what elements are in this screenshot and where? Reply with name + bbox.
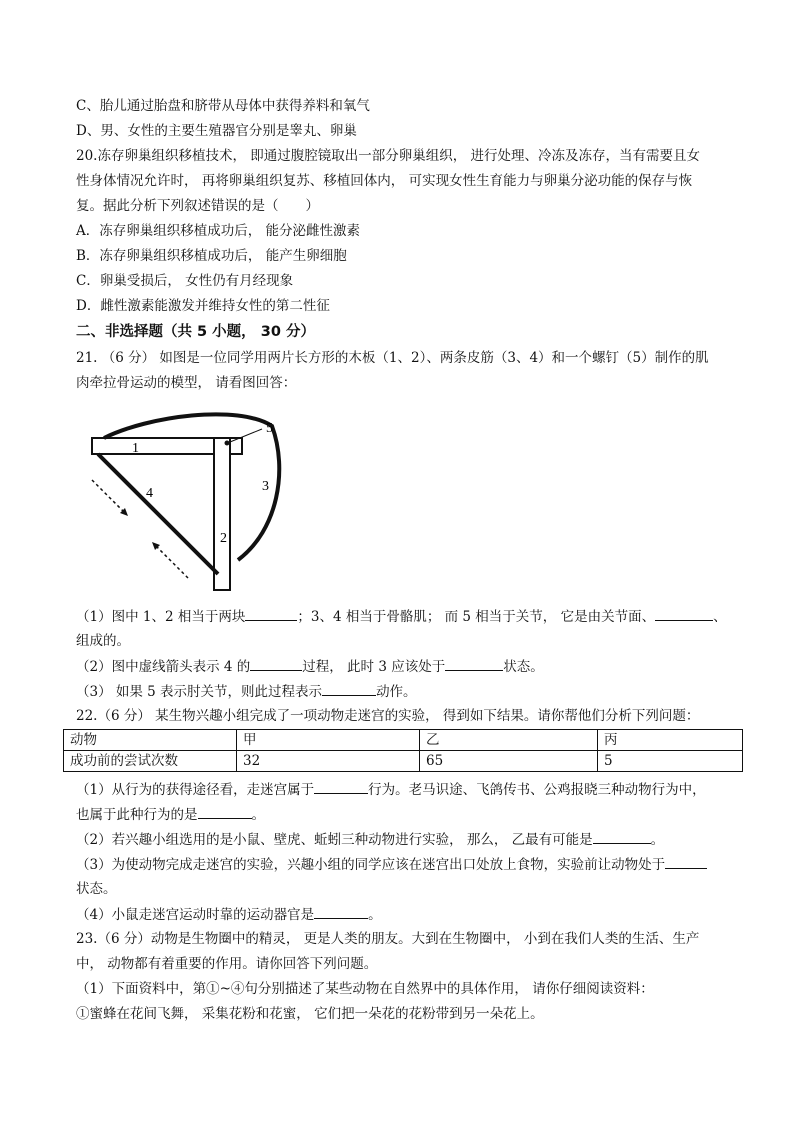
q21-part1-text-a: （1）图中 1、2 相当于两块 [76, 609, 246, 625]
q19-option-c: C、胎儿通过胎盘和脐带从母体中获得养料和氧气 [76, 98, 370, 114]
table-header-cell: 动物 [64, 730, 237, 751]
q23-sentence1: ①蜜蜂在花间飞舞， 采集花粉和花蜜， 它们把一朵花的花粉带到另一朵花上。 [76, 1006, 544, 1022]
table-cell: 5 [598, 751, 743, 772]
q21-part1-line1 [76, 606, 727, 627]
label-5: 5 [266, 421, 273, 436]
label-1: 1 [132, 441, 139, 456]
q20-stem-line1: 20.冻存卵巢组织移植技术， 即通过腹腔镜取出一部分卵巢组织， 进行处理、冷冻及冻存，当有需要且女 [76, 148, 701, 164]
q21-part2 [76, 656, 544, 677]
answer-blank[interactable] [665, 854, 707, 869]
q20-option-c: C．卵巢受损后， 女性仍有月经现象 [76, 273, 294, 289]
q20-stem-line2: 性身体情况允许时， 再将卵巢组织复苏、移植回体内， 可实现女性生育能力与卵巢分泌功能的保存与恢 [76, 173, 693, 189]
q23-stem-line1: 23.（6 分）动物是生物圈中的精灵， 更是人类的朋友。大到在生物圈中， 小到在我们人类的生活、生产 [76, 931, 700, 947]
answer-blank[interactable] [245, 606, 297, 621]
q21-part1-text-c: 、 [713, 609, 727, 625]
answer-blank[interactable] [250, 656, 302, 671]
table-header-cell: 丙 [598, 730, 743, 751]
q22-part2 [76, 829, 664, 850]
q22-stem: 22.（6 分） 某生物兴趣小组完成了一项动物走迷宫的实验， 得到如下结果。请你帮他们分析下列问题： [76, 708, 700, 724]
dashed-arrow-down [92, 480, 124, 512]
q22-part1-text-c: 也属于此种行为的是 [76, 807, 198, 823]
label-3: 3 [262, 479, 269, 494]
q23-stem-line2: 中， 动物都有着重要的作用。请你回答下列问题。 [76, 956, 378, 972]
q20-option-d: D．雌性激素能激发并维持女性的第二性征 [76, 298, 330, 314]
answer-blank[interactable] [322, 681, 376, 696]
label-2: 2 [220, 531, 227, 546]
leader-line-5 [230, 429, 262, 442]
q22-part1-line2 [76, 804, 265, 825]
table-header-cell: 乙 [420, 730, 598, 751]
q22-part1-text-d: 。 [251, 807, 265, 823]
dashed-arrow-up [156, 546, 188, 578]
q22-part4-text-a: （4）小鼠走迷宫运动时靠的运动器官是 [76, 907, 315, 923]
answer-blank[interactable] [655, 606, 713, 621]
table-header-row [64, 730, 743, 751]
q20-option-b: B．冻存卵巢组织移植成功后， 能产生卵细胞 [76, 248, 347, 264]
q21-part1-text-b: ；3、4 相当于骨骼肌； 而 5 相当于关节， 它是由关节面、 [297, 609, 656, 625]
q21-part2-text-c: 状态。 [503, 659, 544, 675]
q21-part2-text-a: （2）图中虚线箭头表示 4 的 [76, 659, 251, 675]
muscle-model-figure [88, 410, 318, 600]
arrowhead-down-icon [120, 508, 128, 516]
q22-part4 [76, 904, 382, 925]
q21-part3-text-a: （3） 如果 5 表示肘关节，则此过程表示 [76, 684, 323, 700]
label-4: 4 [146, 486, 153, 501]
q20-option-a: A．冻存卵巢组织移植成功后， 能分泌雌性激素 [76, 223, 361, 239]
board-2 [214, 438, 230, 590]
q22-part1-text-b: 行为。老马识途、飞鸽传书、公鸡报晓三种动物行为中， [368, 782, 706, 798]
q22-part2-text-b: 。 [650, 832, 665, 848]
answer-blank[interactable] [314, 904, 368, 919]
band-4 [98, 454, 218, 574]
q22-part3-line1 [76, 854, 707, 875]
q23-part1: （1）下面资料中，第①~④句分别描述了某些动物在自然界中的具体作用， 请你仔细阅读资料： [76, 981, 654, 997]
arrowhead-up-icon [152, 542, 160, 550]
table-cell: 32 [237, 751, 420, 772]
q21-stem-line2: 肉牵拉骨运动的模型， 请看图回答： [76, 375, 297, 391]
q21-part3-text-b: 动作。 [376, 684, 417, 700]
q21-part3 [76, 681, 417, 702]
q22-part3-line2: 状态。 [76, 881, 117, 897]
answer-blank[interactable] [445, 656, 503, 671]
q21-stem-line1: 21. （6 分） 如图是一位同学用两片长方形的木板（1、2）、两条皮筋（3、4）和一个螺钉（5）制作的肌 [76, 350, 709, 366]
section-heading: 二、非选择题（共 5 小题， 30 分） [76, 324, 315, 340]
table-cell: 成功前的尝试次数 [64, 751, 237, 772]
q22-part4-text-b: 。 [368, 907, 382, 923]
q22-part2-text-a: （2）若兴趣小组选用的是小鼠、壁虎、蚯蚓三种动物进行实验， 那么， 乙最有可能是 [76, 832, 593, 848]
table-row [64, 751, 743, 772]
answer-blank[interactable] [198, 804, 252, 819]
q21-part2-text-b: 过程， 此时 3 应该处于 [302, 659, 446, 675]
q22-part1-line1 [76, 779, 706, 800]
table-header-cell: 甲 [237, 730, 420, 751]
q20-stem-line3: 复。据此分析下列叙述错误的是（ ） [76, 198, 319, 214]
maze-results-table [63, 729, 743, 772]
answer-blank[interactable] [593, 829, 651, 844]
screw-5 [225, 441, 230, 446]
table-cell: 65 [420, 751, 598, 772]
q19-option-d: D、男、女性的主要生殖器官分别是睾丸、卵巢 [76, 123, 357, 139]
q22-part3-text-a: （3）为使动物完成走迷宫的实验，兴趣小组的同学应该在迷宫出口处放上食物，实验前让动物处于 [76, 857, 666, 873]
q22-part1-text-a: （1）从行为的获得途径看，走迷宫属于 [76, 782, 315, 798]
answer-blank[interactable] [314, 779, 368, 794]
q21-part1-line2: 组成的。 [76, 633, 130, 649]
